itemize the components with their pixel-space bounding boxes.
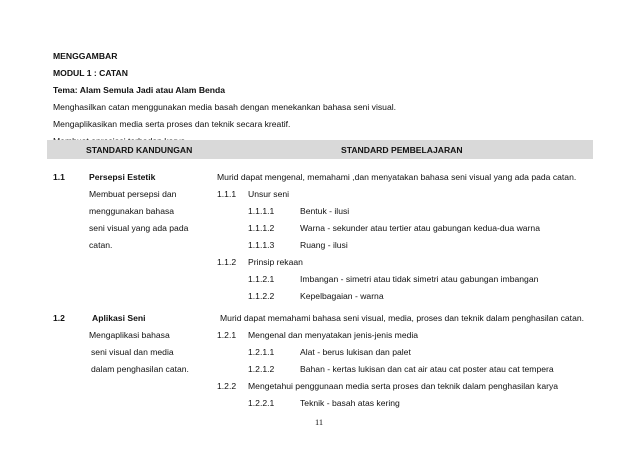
subitem-code: 1.1.2.1 — [248, 274, 275, 284]
subitem-code: 1.2.2.1 — [248, 398, 275, 408]
subitem-code: 1.1.1.1 — [248, 206, 275, 216]
item-code: 1.1.1 — [217, 189, 237, 199]
subitem-code: 1.2.1.2 — [248, 364, 275, 374]
section-title: Aplikasi Seni — [92, 313, 146, 323]
subitem-code: 1.1.1.3 — [248, 240, 275, 250]
section-desc-line: catan. — [89, 240, 113, 250]
subitem-text: Warna - sekunder atau tertier atau gabungan kedua-dua warna — [300, 223, 540, 233]
objective-1: Menghasilkan catan menggunakan media basah dengan menekankan bahasa seni visual. — [53, 102, 397, 112]
item-code: 1.1.2 — [217, 257, 237, 267]
subitem-text: Bahan - kertas lukisan dan cat air atau cat poster atau cat tempera — [300, 364, 554, 374]
item-code: 1.2.1 — [217, 330, 237, 340]
section-desc-line: Mengaplikasi bahasa — [89, 330, 170, 340]
learning-intro: Murid dapat memahami bahasa seni visual, media, proses dan teknik dalam penghasilan catan. — [220, 313, 585, 323]
page-number: 11 — [314, 418, 324, 427]
section-desc-line: menggunakan bahasa — [89, 206, 175, 216]
item-text: Mengetahui penggunaan media serta proses dan teknik dalam penghasilan karya — [248, 381, 559, 391]
item-text: Prinsip rekaan — [248, 257, 303, 267]
theme-title: Tema: Alam Semula Jadi atau Alam Benda — [53, 85, 226, 95]
subitem-code: 1.2.1.1 — [248, 347, 275, 357]
item-code: 1.2.2 — [217, 381, 237, 391]
document-title: MENGGAMBAR — [53, 51, 118, 61]
objective-2: Mengaplikasikan media serta proses dan teknik secara kreatif. — [53, 119, 291, 129]
col-standard-pembelajaran: STANDARD PEMBELAJARAN — [341, 145, 463, 155]
section-desc-line: Membuat persepsi dan — [89, 189, 177, 199]
section-title: Persepsi Estetik — [89, 172, 156, 182]
col-standard-kandungan: STANDARD KANDUNGAN — [86, 145, 193, 155]
subitem-text: Alat - berus lukisan dan palet — [300, 347, 411, 357]
subitem-text: Kepelbagaian - warna — [300, 291, 384, 301]
subitem-code: 1.1.2.2 — [248, 291, 275, 301]
subitem-text: Teknik - basah atas kering — [300, 398, 400, 408]
subitem-text: Ruang - ilusi — [300, 240, 348, 250]
item-text: Mengenal dan menyatakan jenis-jenis media — [248, 330, 419, 340]
item-text: Unsur seni — [248, 189, 290, 199]
subitem-text: Bentuk - ilusi — [300, 206, 350, 216]
module-title: MODUL 1 : CATAN — [53, 68, 128, 78]
section-desc-line: seni visual dan media — [91, 347, 174, 357]
subitem-text: Imbangan - simetri atau tidak simetri atau gabungan imbangan — [300, 274, 539, 284]
learning-intro: Murid dapat mengenal, memahami ,dan menyatakan bahasa seni visual yang ada pada catan. — [217, 172, 577, 182]
table-header — [47, 140, 593, 159]
section-number: 1.2 — [53, 313, 65, 323]
subitem-code: 1.1.1.2 — [248, 223, 275, 233]
section-desc-line: seni visual yang ada pada — [89, 223, 189, 233]
section-number: 1.1 — [53, 172, 65, 182]
section-desc-line: dalam penghasilan catan. — [91, 364, 189, 374]
